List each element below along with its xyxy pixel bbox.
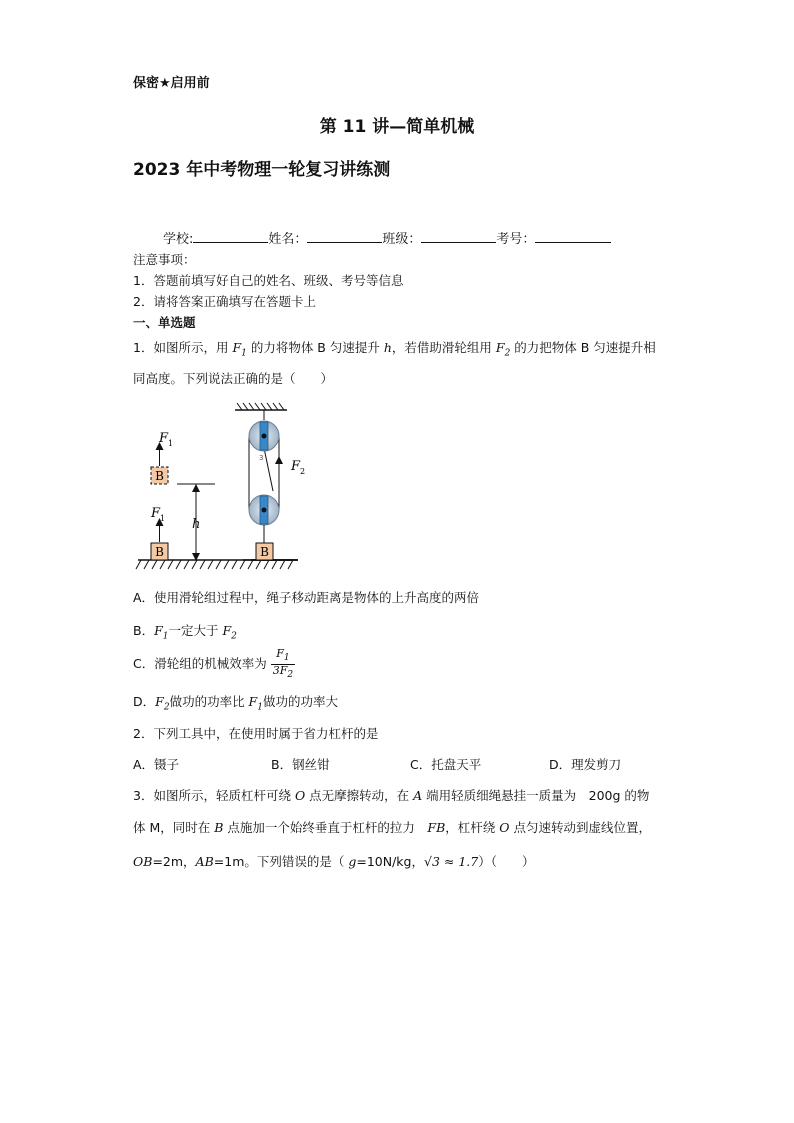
svg-text:B: B — [155, 545, 164, 559]
q1-option-d[interactable]: D．$F_2$做功的功率比 $F_1$做功的功率大 — [133, 694, 338, 713]
notes-heading: 注意事项： — [133, 252, 196, 267]
svg-text:h: h — [192, 517, 201, 532]
note-item-2: 2．请将答案正确填写在答题卡上 — [133, 294, 316, 309]
note-item-1: 1．答题前填写好自己的姓名、班级、考号等信息 — [133, 273, 404, 288]
class-label: 班级： — [382, 232, 422, 247]
section-heading: 一、单选题 — [133, 315, 196, 330]
name-blank[interactable] — [307, 229, 382, 243]
svg-text:F: F — [151, 506, 161, 521]
q2-option-b[interactable]: B．钢丝钳 — [271, 757, 330, 772]
student-info-row — [163, 228, 611, 247]
svg-text:2: 2 — [300, 467, 306, 476]
q1-stem-line2: 同高度。下列说法正确的是（ ） — [133, 371, 334, 386]
q2-option-c[interactable]: C．托盘天平 — [410, 757, 482, 772]
q2-option-d[interactable]: D．理发剪刀 — [549, 757, 622, 772]
q1-pulley-figure — [133, 398, 433, 577]
q1-stem-line1: 1．如图所示，用 $F_1$ 的力将物体 B 匀速提升 h，若借助滑轮组用 $F_2$ 的力把物体 B 匀速提升相 — [133, 340, 656, 359]
confidential-label: 保密★启用前 — [133, 76, 210, 91]
q1-option-b[interactable]: B．$F_1$一定大于 $F_2$ — [133, 623, 237, 642]
school-label: 学校: — [163, 232, 194, 247]
name-label: 姓名： — [268, 232, 308, 247]
svg-text:F: F — [159, 431, 169, 446]
exam-no-blank[interactable] — [535, 229, 611, 243]
q1-option-a[interactable]: A．使用滑轮组过程中，绳子移动距离是物体的上升高度的两倍 — [133, 590, 480, 605]
course-title: 2023 年中考物理一轮复习讲练测 — [133, 160, 391, 180]
svg-text:B: B — [155, 469, 164, 483]
q3-stem-line1: 3．如图所示，轻质杠杆可绕 O 点无摩擦转动，在 A 端用轻质细绳悬挂一质量为 200g 的物 — [133, 788, 650, 803]
svg-text:F: F — [291, 459, 301, 474]
svg-text:3: 3 — [259, 454, 264, 462]
q2-stem: 2．下列工具中，在使用时属于省力杠杆的是 — [133, 726, 379, 741]
svg-text:1: 1 — [168, 439, 174, 448]
class-blank[interactable] — [421, 229, 496, 243]
efficiency-fraction: $\frac{F_1}{3F_2}$ — [272, 647, 294, 681]
pulley-diagram — [133, 398, 433, 573]
q3-stem-line2: 体 M，同时在 B 点施加一个始终垂直于杠杆的拉力 FB，杠杆绕 O 点匀速转动到虚线位置， — [133, 820, 651, 835]
school-blank[interactable] — [193, 229, 268, 243]
q2-option-a[interactable]: A．镊子 — [133, 757, 180, 772]
q1-option-c[interactable]: C．滑轮组的机械效率为 $\frac{F_1}{3F_2}$ — [133, 647, 294, 681]
q3-stem-line3: OB=2m，AB=1m。下列错误的是（ g=10N/kg，√3 ≈ 1.7）（ ） — [133, 854, 535, 869]
lecture-title: 第 11 讲—简单机械 — [319, 117, 475, 137]
svg-text:B: B — [260, 545, 269, 559]
svg-text:1: 1 — [160, 514, 166, 523]
exam-no-label: 考号： — [496, 232, 536, 247]
